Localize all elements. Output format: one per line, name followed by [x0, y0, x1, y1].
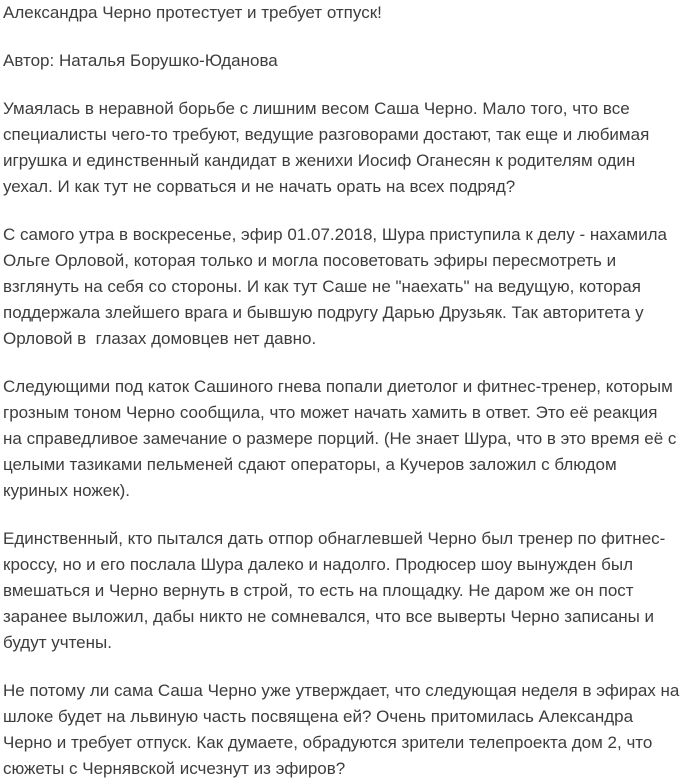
author-line: Автор: Наталья Борушко-Юданова	[3, 51, 278, 70]
paragraph-5: Не потому ли сама Саша Черно уже утверждает, что следующая неделя в эфирах на шлоке будет на львиную часть посвящена ей? Очень притомилась Александра Черно и требует отпуск. Как думаете, обрадуются зрители телепроекта дом 2, что сюжеты с Чернявской исчезнут из эфиров?	[3, 681, 685, 778]
paragraph-3: Следующими под каток Сашиного гнева попали диетолог и фитнес-тренер, которым грозным тоном Черно сообщила, что может начать хамить в ответ. Это её реакция на справедливое замечание о размере порций. (Не знает Шура, что в это время её с целыми тазиками пельменей сдают операторы, а Кучеров заложил с блюдом куриных ножек).	[3, 377, 682, 500]
paragraph-1: Умаялась в неравной борьбе с лишним весом Саша Черно. Мало того, что все специалисты чего-то требуют, ведущие разговорами достают, так еще и любимая игрушка и единственный кандидат в женихи Иосиф Оганесян к родителям один уехал. И как тут не сорваться и не начать орать на всех подряд?	[3, 99, 655, 196]
paragraph-4: Единственный, кто пытался дать отпор обнаглевшей Черно был тренер по фитнес-кроссу, но и его послала Шура далеко и надолго. Продюсер шоу вынужден был вмешаться и Черно вернуть в строй, то есть на площадку. Не даром же он пост заранее выложил, дабы никто не сомневался, что все выверты Черно записаны и будут учтены.	[3, 529, 666, 652]
article-title: Александра Черно протестует и требует отпуск!	[3, 3, 382, 22]
paragraph-2: С самого утра в воскресенье, эфир 01.07.2018, Шура приступила к делу - нахамила Ольге Орловой, которая только и могла посоветовать эфиры пересмотреть и взглянуть на себя со стороны. И как тут Саше не "наехать" на ведущую, которая поддержала злейшего врага и бывшую подругу Дарью Друзьяк. Так авторитета у Орловой в глазах домовцев нет давно.	[3, 225, 672, 348]
